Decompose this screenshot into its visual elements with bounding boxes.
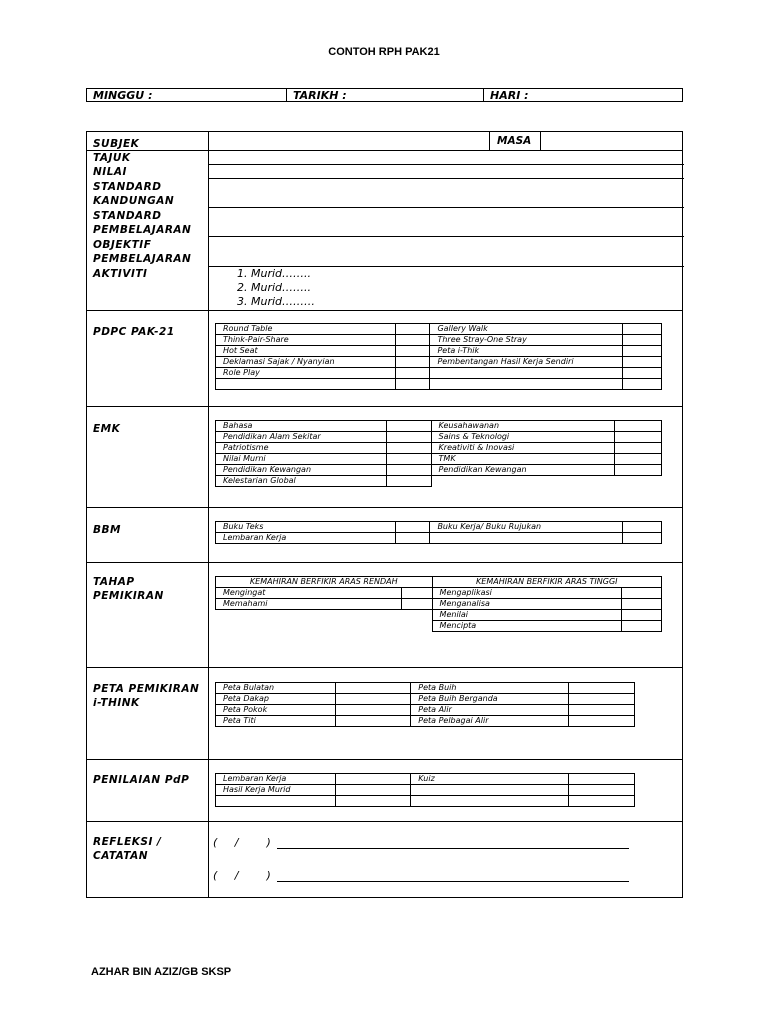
aktiviti-label: AKTIVITI [93, 268, 148, 280]
nilai-label: NILAI [93, 166, 127, 178]
peta-pemikiran-checklist [215, 682, 635, 727]
refleksi-line: ( / ) [213, 836, 629, 849]
page-title: CONTOH RPH PAK21 [328, 46, 440, 58]
table-row: Peta Titi Peta Pelbagai Alir [216, 716, 635, 727]
table-row: Deklamasi Sajak / Nyanyian Pembentangan Hasil Kerja Sendiri [216, 357, 662, 368]
table-row: Mengingat Mengaplikasi [216, 588, 662, 599]
table-row: Round Table Gallery Walk [216, 324, 662, 335]
table-row: Lembaran Kerja [216, 533, 662, 544]
lesson-plan-table [86, 131, 683, 898]
aktiviti-item: 1. Murid…….. [237, 267, 312, 280]
table-row: Buku Teks Buku Kerja/ Buku Rujukan [216, 522, 662, 533]
hari-label: HARI : [490, 89, 529, 102]
minggu-label: MINGGU : [93, 89, 153, 102]
aktiviti-item: 3. Murid……… [237, 295, 316, 308]
table-header-row: KEMAHIRAN BERFIKIR ARAS RENDAH KEMAHIRAN BERFIKIR ARAS TINGGI [216, 577, 662, 588]
table-row: Peta Bulatan Peta Buih [216, 683, 635, 694]
table-row: Hot Seat Peta i-Thik [216, 346, 662, 357]
tajuk-label: TAJUK [93, 152, 131, 164]
emk-checklist [215, 420, 662, 487]
table-row: Pendidikan Alam Sekitar Sains & Teknologi [216, 432, 662, 443]
bbm-label: BBM [93, 524, 121, 536]
table-row: Kelestarian Global [216, 476, 662, 487]
penilaian-label: PENILAIAN PdP [93, 774, 190, 786]
standard-pembelajaran-label: STANDARD PEMBELAJARAN [93, 210, 192, 236]
refleksi-line: ( / ) [213, 869, 629, 882]
objektif-label: OBJEKTIF PEMBELAJARAN [93, 239, 192, 265]
peta-pemikiran-label: PETA PEMIKIRAN i-THINK [93, 683, 200, 709]
table-row: Peta Dakap Peta Buih Berganda [216, 694, 635, 705]
table-row: Peta Pokok Peta Alir [216, 705, 635, 716]
tahap-pemikiran-label: TAHAP PEMIKIRAN [93, 576, 164, 602]
pdpc-label: PDPC PAK-21 [93, 326, 175, 338]
table-row: Bahasa Keusahawanan [216, 421, 662, 432]
bbm-checklist [215, 521, 662, 544]
table-row: Mencipta [216, 621, 662, 632]
subjek-label: SUBJEK [93, 138, 140, 150]
penilaian-checklist [215, 773, 635, 807]
tarikh-label: TARIKH : [293, 89, 347, 102]
aktiviti-item: 2. Murid…….. [237, 281, 312, 294]
tahap-pemikiran-table [215, 576, 662, 632]
refleksi-label: REFLEKSI / CATATAN [93, 836, 162, 862]
table-row: Role Play [216, 368, 662, 379]
table-row [216, 796, 635, 807]
standard-kandungan-label: STANDARD KANDUNGAN [93, 181, 175, 207]
table-row: Menilai [216, 610, 662, 621]
table-row: Memahami Menganalisa [216, 599, 662, 610]
table-row: Patriotisme Kreativiti & Inovasi [216, 443, 662, 454]
table-row: Pendidikan Kewangan Pendidikan Kewangan [216, 465, 662, 476]
table-row: Hasil Kerja Murid [216, 785, 635, 796]
week-date-day-bar [86, 88, 683, 102]
pdpc-checklist [215, 323, 662, 390]
emk-label: EMK [93, 423, 121, 435]
table-row: Think-Pair-Share Three Stray-One Stray [216, 335, 662, 346]
table-row: Nilai Murni TMK [216, 454, 662, 465]
masa-label: MASA [497, 135, 532, 147]
footer-author: AZHAR BIN AZIZ/GB SKSP [91, 966, 232, 978]
table-row: Lembaran Kerja Kuiz [216, 774, 635, 785]
table-row [216, 379, 662, 390]
